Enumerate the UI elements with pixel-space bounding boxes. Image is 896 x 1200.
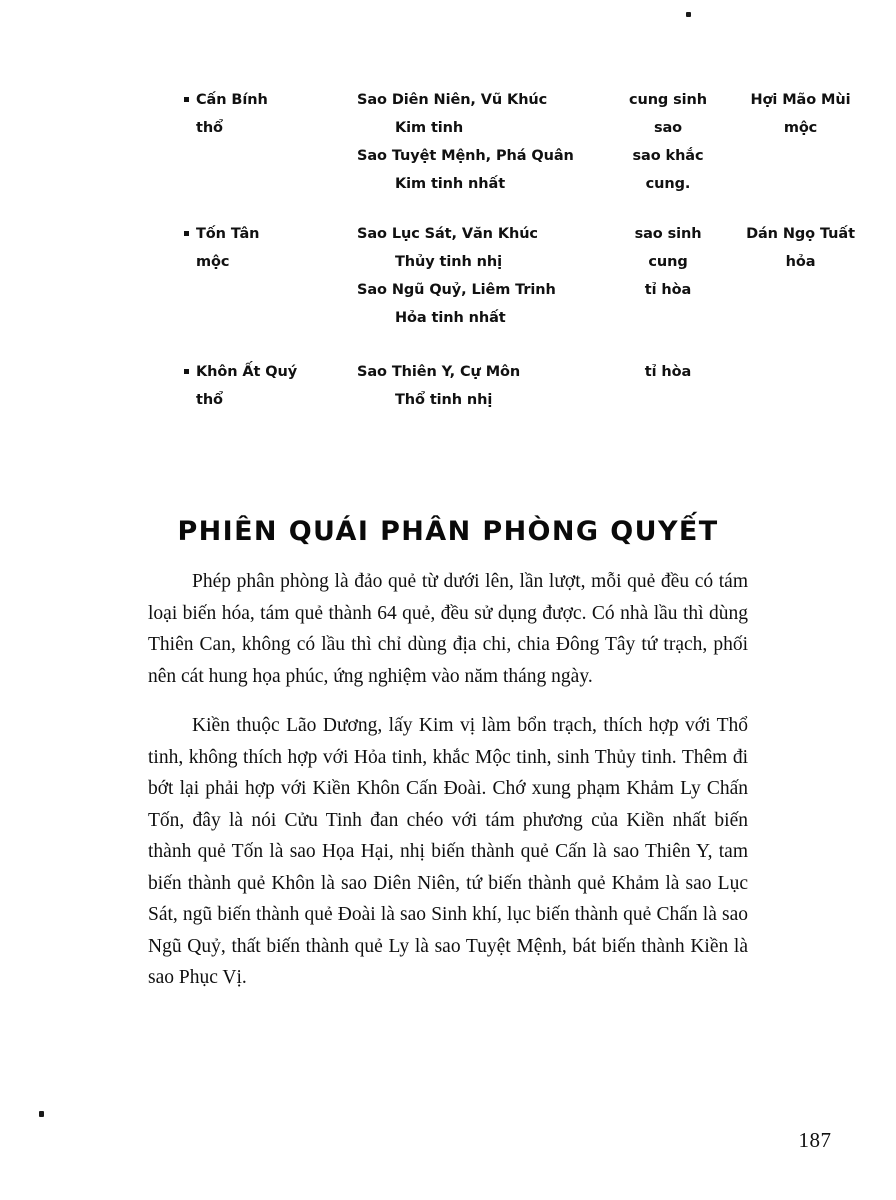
table-cell-branches: [718, 220, 883, 276]
cell-line: Sao Diên Niên, Vũ Khúc: [357, 92, 548, 108]
table-cell-subject: [196, 86, 346, 142]
table-cell-subject: [196, 358, 346, 414]
table-cell-stars: [357, 220, 615, 332]
cell-line: Thủy tinh nhị: [395, 254, 502, 270]
cell-line: Hợi Mão Mùi: [750, 92, 851, 108]
cell-line: Kim tinh nhất: [395, 176, 506, 192]
cell-line: mộc: [783, 120, 818, 136]
cell-line: thổ: [196, 392, 223, 408]
table-row: [0, 358, 896, 420]
cell-line: Dán Ngọ Tuất: [746, 226, 855, 242]
cell-line: Kim tinh: [395, 120, 464, 136]
scan-speck-bottom-icon: [39, 1111, 44, 1117]
cell-line: sao: [653, 120, 683, 136]
cell-line: hỏa: [785, 254, 816, 270]
paragraph: Kiền thuộc Lão Dương, lấy Kim vị làm bổn trạch, thích hợp với Thổ tinh, không thích hợp với Hỏa tinh, khắc Mộc tinh, sinh Thủy tinh. Thêm đi bớt lại phải hợp với Kiền Khôn Cấn Đoài. Chớ xung phạm Khảm Ly Chấn Tốn, đây là nói Cửu Tinh đan chéo với tám phương của Kiền nhất biến thành quẻ Tốn là sao Họa Hại, nhị biến thành quẻ Cấn là sao Thiên Y, tam biến thành quẻ Khôn là sao Diên Niên, tứ biến thành quẻ Khảm là sao Lục Sát, ngũ biến thành quẻ Đoài là sao Sinh khí, lục biến thành quẻ Chấn là sao Ngũ Quỷ, thất biến thành quẻ Ly là sao Tuyệt Mệnh, bát biến thành Kiền là sao Phục Vị.: [148, 715, 748, 988]
cell-line: sao khắc: [632, 148, 704, 164]
scan-speck-top-icon: [686, 12, 691, 17]
cell-line: Tốn Tân: [196, 226, 260, 242]
table-cell-subject: [196, 220, 346, 276]
table-row: [0, 220, 896, 342]
cell-line: Sao Lục Sát, Văn Khúc: [357, 226, 538, 242]
table-cell-relation: [620, 358, 716, 386]
cell-line: Sao Ngũ Quỷ, Liêm Trinh: [357, 282, 556, 298]
cell-line: tỉ hòa: [644, 282, 692, 298]
cell-line: sao sinh: [634, 226, 702, 242]
cell-line: Hỏa tinh nhất: [395, 310, 506, 326]
table-cell-stars: [357, 358, 615, 414]
table-cell-branches: [718, 86, 883, 142]
body-text: [148, 566, 748, 994]
table-cell-relation: [620, 86, 716, 198]
cell-line: thổ: [196, 120, 223, 136]
cell-line: cung: [648, 254, 688, 270]
table-cell-stars: [357, 86, 615, 198]
page-number: 187: [798, 1128, 832, 1152]
cell-line: Sao Thiên Y, Cự Môn: [357, 364, 521, 380]
cell-line: cung sinh: [628, 92, 707, 108]
bullet-icon: [184, 369, 189, 374]
section-heading: PHIÊN QUÁI PHÂN PHÒNG QUYẾT: [177, 516, 719, 548]
table-cell-relation: [620, 220, 716, 304]
cell-line: tỉ hòa: [644, 364, 692, 380]
cell-line: Thổ tinh nhị: [395, 392, 493, 408]
cell-line: Khôn Ất Quý: [196, 364, 298, 380]
cell-line: mộc: [196, 254, 230, 270]
cell-line: Cấn Bính: [196, 92, 268, 108]
cell-line: cung.: [645, 176, 691, 192]
bullet-icon: [184, 97, 189, 102]
paragraph: Phép phân phòng là đảo quẻ từ dưới lên, lần lượt, mỗi quẻ đều có tám loại biến hóa, tám quẻ thành 64 quẻ, đều sử dụng được. Có nhà lầu thì dùng Thiên Can, không có lầu thì chỉ dùng địa chi, chia Đông Tây tứ trạch, phối nên cát hung họa phúc, ứng nghiệm vào năm tháng ngày.: [148, 571, 748, 687]
cell-line: Sao Tuyệt Mệnh, Phá Quân: [357, 148, 574, 164]
trigram-table: [0, 86, 896, 436]
bullet-icon: [184, 231, 189, 236]
table-row: [0, 86, 896, 204]
